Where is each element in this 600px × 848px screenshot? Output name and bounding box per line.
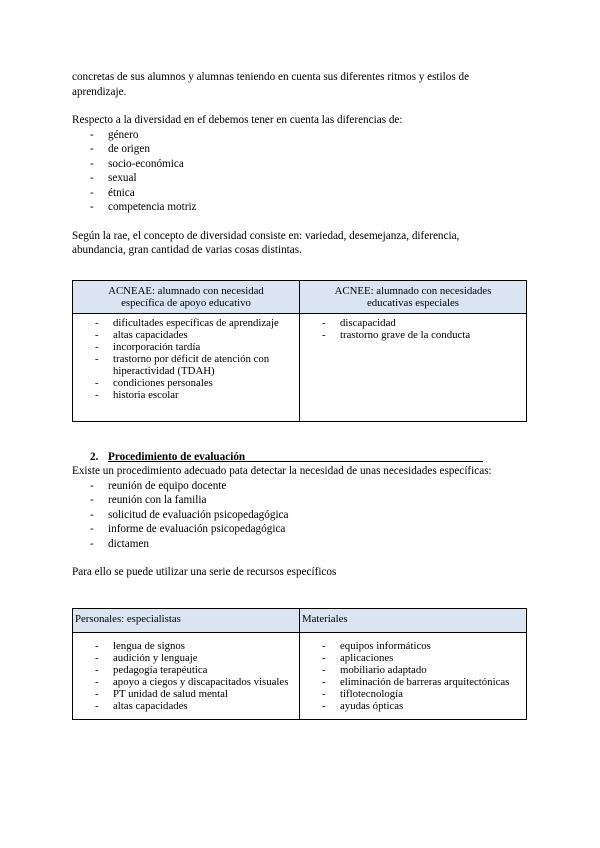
section-number: 2.	[90, 450, 99, 463]
acnee-header-line-2: educativas especiales	[366, 296, 460, 309]
intro-line-1: concretas de sus alumnos y alumnas teniendo en cuenta sus diferentes ritmos y estilos de	[72, 71, 470, 83]
resources-lead: Para ello se puede utilizar una serie de recursos específicos	[72, 566, 337, 578]
list-item: - sexual	[72, 171, 527, 186]
list-item: - reunión con la familia	[72, 493, 527, 508]
list-item: - aplicaciones	[304, 652, 522, 664]
list-item: - pedagogía terapéutica	[77, 664, 295, 676]
needs-table	[72, 280, 527, 422]
list-item: - altas capacidades	[77, 329, 295, 341]
list-item: - dictamen	[72, 537, 527, 552]
materials-header: Materiales	[300, 608, 527, 632]
list-item: - trastorno por déficit de atención con hiperactividad (TDAH)	[77, 353, 295, 377]
list-item: - informe de evaluación psicopedagógica	[72, 522, 527, 537]
list-item: - lengua de signos	[77, 640, 295, 652]
rae-line-2: abundancia, gran cantidad de varias cosas distintas.	[72, 244, 302, 256]
list-item: - de origen	[72, 142, 527, 157]
list-item: - discapacidad	[304, 317, 522, 329]
acneae-cell	[73, 313, 300, 421]
acneae-header-line-2: específica de apoyo educativo	[121, 296, 251, 309]
heading-underline	[245, 450, 483, 462]
list-item: - trastorno grave de la conducta	[304, 329, 522, 341]
acneae-list	[77, 317, 295, 401]
materials-list	[304, 640, 522, 712]
list-item: - condiciones personales	[77, 377, 295, 389]
list-item: - PT unidad de salud mental	[77, 688, 295, 700]
resources-table	[72, 608, 527, 720]
section-2-heading	[72, 450, 527, 465]
procedure-lead: Existe un procedimiento adecuado pata detectar la necesidad de unas necesidades específicas:	[72, 465, 492, 477]
list-item: - ayudas ópticas	[304, 700, 522, 712]
acnee-header	[300, 280, 527, 313]
list-item: - apoyo a ciegos y discapacitados visuales	[77, 676, 295, 688]
intro-line-2: aprendizaje.	[72, 85, 127, 98]
list-item: - reunión de equipo docente	[72, 479, 527, 494]
personal-list	[77, 640, 295, 712]
list-item: - historia escolar	[77, 389, 295, 401]
acneae-header-line-1: ACNEAE: alumnado con necesidad	[108, 284, 264, 297]
rae-line-1: Según la rae, el concepto de diversidad consiste en: variedad, desemejanza, diferencia,	[72, 229, 460, 242]
list-item: - competencia motriz	[72, 200, 527, 215]
list-item: - incorporación tardía	[77, 341, 295, 353]
list-item: - étnica	[72, 186, 527, 201]
rae-paragraph	[72, 229, 527, 258]
list-item: - audición y lenguaje	[77, 652, 295, 664]
materials-cell	[300, 632, 527, 719]
list-item: - solicitud de evaluación psicopedagógica	[72, 508, 527, 523]
list-item: - socio-económica	[72, 157, 527, 172]
personal-header: Personales: especialistas	[73, 608, 300, 632]
document-page	[72, 70, 527, 720]
acnee-cell	[300, 313, 527, 421]
personal-cell	[73, 632, 300, 719]
list-item: - mobiliario adaptado	[304, 664, 522, 676]
list-item: - género	[72, 128, 527, 143]
acnee-list	[304, 317, 522, 341]
list-item: - altas capacidades	[77, 700, 295, 712]
intro-paragraph	[72, 70, 527, 99]
section-title: Procedimiento de evaluación	[108, 450, 246, 463]
acneae-header	[73, 280, 300, 313]
list-item: - dificultades específicas de aprendizaje	[77, 317, 295, 329]
diversity-list	[72, 128, 527, 215]
list-item: - equipos informáticos	[304, 640, 522, 652]
diversity-lead: Respecto a la diversidad en ef debemos tener en cuenta las diferencias de:	[72, 114, 403, 126]
procedure-list	[72, 479, 527, 552]
acnee-header-line-1: ACNEE: alumnado con necesidades	[334, 284, 492, 297]
list-item: - tiflotecnología	[304, 688, 522, 700]
list-item: - eliminación de barreras arquitectónicas	[304, 676, 522, 688]
